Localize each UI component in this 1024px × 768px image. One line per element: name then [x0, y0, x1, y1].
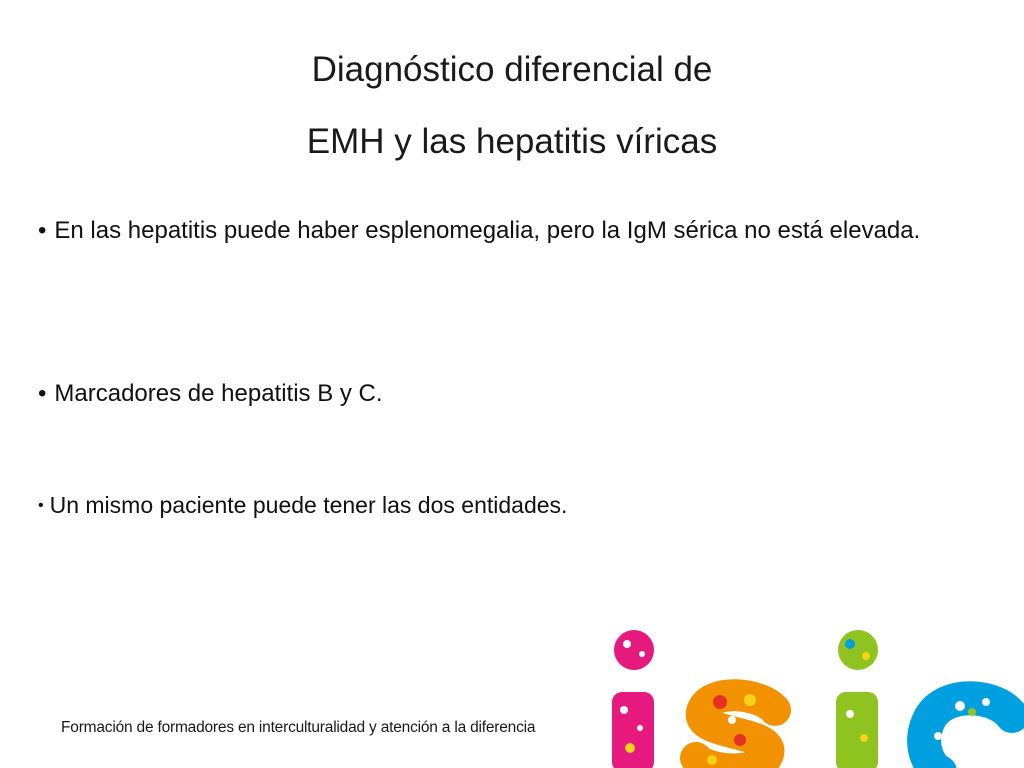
- bullet-text: Marcadores de hepatitis B y C.: [54, 380, 383, 407]
- slide-title: [0, 34, 1024, 178]
- bullet-marker: •: [38, 217, 47, 244]
- bullet-item-3: [38, 486, 988, 525]
- title-line-1: Diagnóstico diferencial de: [311, 50, 713, 89]
- bullet-text: En las hepatitis puede haber esplenomegalia, pero la IgM sérica no está elevada.: [54, 217, 921, 244]
- bullet-marker: •: [38, 497, 44, 514]
- logo-letter-i-1: [612, 630, 654, 768]
- logo-letter-i-2: [836, 630, 878, 768]
- bullet-item-2: [38, 375, 988, 413]
- footer-caption: Formación de formadores en interculturalidad y atención a la diferencia: [61, 719, 536, 736]
- isic-logo: [600, 620, 1024, 768]
- title-line-2: EMH y las hepatitis víricas: [306, 122, 718, 161]
- logo-letter-s: [696, 694, 775, 768]
- logo-letter-c: [924, 698, 1012, 768]
- bullet-item-1: [38, 212, 988, 250]
- bullet-marker: •: [38, 380, 47, 407]
- bullet-text: Un mismo paciente puede tener las dos entidades.: [49, 492, 568, 518]
